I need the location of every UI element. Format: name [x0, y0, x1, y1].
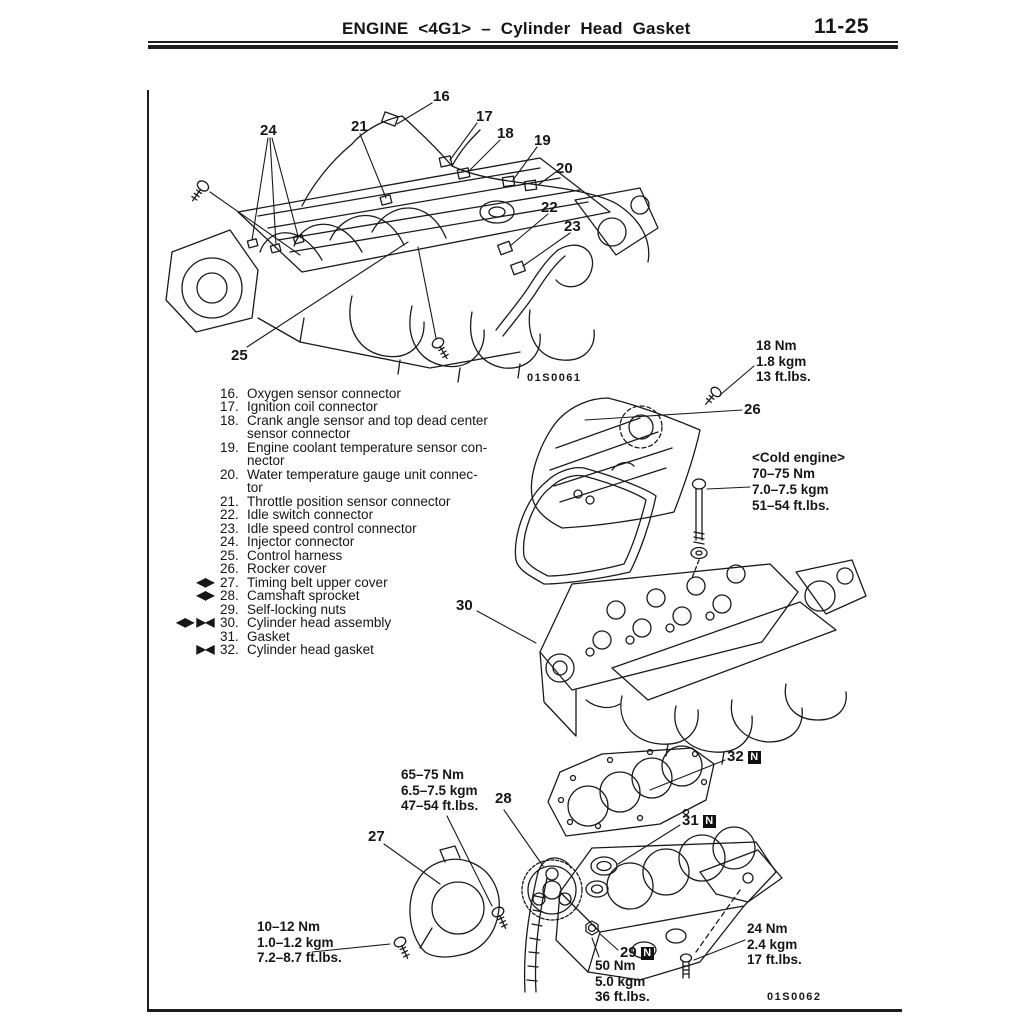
nut-grade-badge: N — [703, 815, 716, 828]
callout-31: 31 N — [682, 813, 716, 828]
parts-list-item-18-cont: sensor connector — [247, 426, 351, 441]
torque-spec-mount-bolt: 24 Nm 2.4 kgm 17 ft.lbs. — [747, 921, 802, 967]
callout-30: 30 — [456, 597, 473, 614]
head-bolt-icon — [691, 479, 707, 578]
bolt-icon — [431, 336, 453, 361]
callout-23: 23 — [564, 218, 581, 235]
service-symbols: ◀▶ — [196, 575, 214, 589]
callout-32: 32 N — [727, 749, 761, 764]
service-symbols: ▶◀ — [196, 642, 214, 656]
service-symbols: ◀▶ ▶◀ — [176, 615, 214, 629]
callout-17: 17 — [476, 108, 493, 125]
parts-list-item-23: 23. Idle speed control connector — [150, 522, 417, 536]
callout-26: 26 — [744, 401, 761, 418]
callout-21: 21 — [351, 118, 368, 135]
figure-engine-harness — [166, 112, 658, 382]
callout-28: 28 — [495, 790, 512, 807]
callout-27: 27 — [368, 828, 385, 845]
service-symbols — [150, 562, 220, 576]
bolt-icon — [702, 385, 723, 407]
figure-code-2: 01S0062 — [767, 991, 822, 1003]
figure-rocker-cover-exploded — [515, 385, 866, 764]
parts-list-item-19-cont: nector — [247, 453, 285, 468]
parts-list-item-22: 22. Idle switch connector — [150, 508, 373, 522]
callout-25: 25 — [231, 347, 248, 364]
bolt-icon — [491, 905, 511, 930]
parts-list-item-27: ◀▶ 27. Timing belt upper cover — [150, 576, 388, 590]
parts-list-item-16: 16. Oxygen sensor connector — [150, 387, 401, 401]
page-number: 11-25 — [814, 15, 870, 38]
service-symbols — [150, 414, 220, 428]
parts-list-item-20: 20. Water temperature gauge unit connec- — [150, 468, 478, 482]
figure-code-1: 01S0061 — [527, 372, 582, 384]
service-symbols — [150, 535, 220, 549]
callout-29: 29 N — [620, 945, 654, 960]
bolt-icon — [393, 935, 413, 960]
service-symbols — [150, 387, 220, 401]
callout-19: 19 — [534, 132, 551, 149]
torque-spec-head-bolt: <Cold engine> 70–75 Nm 7.0–7.5 kgm 51–54 ft.lbs. — [752, 450, 846, 513]
service-symbols: ◀▶ — [196, 588, 214, 602]
nut-grade-badge: N — [641, 947, 654, 960]
torque-spec-camshaft-bolt: 65–75 Nm 6.5–7.5 kgm 47–54 ft.lbs. — [401, 767, 479, 813]
parts-list-item-26: 26. Rocker cover — [150, 562, 327, 576]
page-title: ENGINE <4G1> – Cylinder Head Gasket — [342, 19, 691, 38]
service-symbols — [150, 468, 220, 482]
service-symbols — [150, 549, 220, 563]
callout-22: 22 — [541, 199, 558, 216]
callout-16: 16 — [433, 88, 450, 105]
parts-list-item-31: 31. Gasket — [150, 630, 290, 644]
parts-list-item-32: ▶◀ 32. Cylinder head gasket — [150, 643, 374, 657]
callout-24: 24 — [260, 122, 277, 139]
parts-list-item-29: 29. Self-locking nuts — [150, 603, 346, 617]
parts-list-item-21: 21. Throttle position sensor connector — [150, 495, 450, 509]
service-symbols — [150, 400, 220, 414]
parts-list-item-19: 19. Engine coolant temperature sensor con- — [150, 441, 487, 455]
parts-list-item-28: ◀▶ 28. Camshaft sprocket — [150, 589, 360, 603]
service-symbols — [150, 495, 220, 509]
bolt-icon — [188, 179, 211, 204]
parts-list-item-20-cont: tor — [247, 480, 263, 495]
parts-list-item-17: 17. Ignition coil connector — [150, 400, 378, 414]
torque-spec-rocker-bolt: 18 Nm 1.8 kgm 13 ft.lbs. — [756, 338, 811, 384]
callout-20: 20 — [556, 160, 573, 177]
service-symbols — [150, 508, 220, 522]
callout-18: 18 — [497, 125, 514, 142]
service-symbols — [150, 441, 220, 455]
parts-list-item-25: 25. Control harness — [150, 549, 342, 563]
torque-spec-locking-nut: 50 Nm 5.0 kgm 36 ft.lbs. — [595, 958, 650, 1004]
parts-list-item-18: 18. Crank angle sensor and top dead center — [150, 414, 488, 428]
nut-grade-badge: N — [748, 751, 761, 764]
bolt-icon — [681, 954, 692, 978]
parts-list-item-30: ◀▶ ▶◀ 30. Cylinder head assembly — [150, 616, 391, 630]
service-symbols — [150, 522, 220, 536]
torque-spec-timing-cover-bolt: 10–12 Nm 1.0–1.2 kgm 7.2–8.7 ft.lbs. — [257, 919, 342, 965]
parts-list-item-24: 24. Injector connector — [150, 535, 354, 549]
